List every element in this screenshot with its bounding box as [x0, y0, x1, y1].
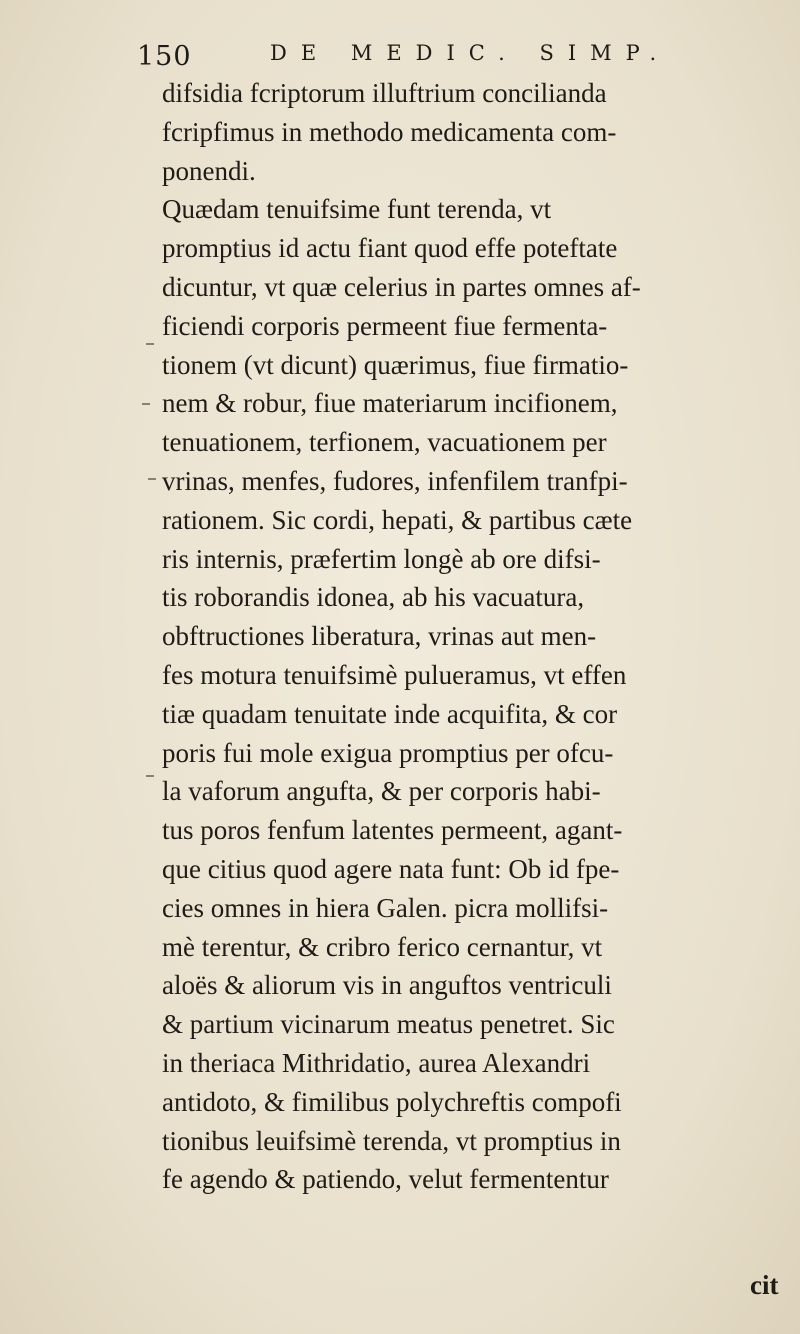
text-line-23: mè terentur, & cribro ferico cernantur, vt	[162, 931, 603, 962]
margin-mark	[146, 775, 154, 777]
text-line-3: ponendi.	[162, 155, 256, 186]
text-line-27: antidoto, & fimilibus polychreftis compofi	[162, 1086, 622, 1117]
text-line-7: ficiendi corporis permeent fiue fermenta-	[162, 310, 608, 341]
text-line-9: nem & robur, fiue materiarum incifionem,	[162, 388, 618, 419]
margin-mark	[148, 478, 156, 480]
text-line-1: difsidia fcriptorum illuftrium concilianda	[162, 78, 607, 108]
text-line-21: que citius quod agere nata funt: Ob id fpe-	[162, 853, 620, 884]
text-line-8: tionem (vt dicunt) quærimus, fiue firmatio-	[162, 349, 629, 380]
text-line-24: aloës & aliorum vis in anguftos ventriculi	[162, 970, 612, 1001]
running-head	[0, 0, 800, 80]
text-line-14: tis roborandis idonea, ab his vacuatura,	[162, 582, 585, 613]
text-line-10: tenuationem, terfionem, vacuationem per	[162, 427, 607, 458]
text-line-13: ris internis, præfertim longè ab ore difsi-	[162, 543, 601, 574]
text-line-6: dicuntur, vt quæ celerius in partes omnes af-	[162, 271, 641, 302]
page-number: 150	[137, 41, 192, 72]
text-line-5: promptius id actu fiant quod effe poteftate	[162, 233, 618, 264]
text-line-17: tiæ quadam tenuitate inde acquifita, & cor	[162, 698, 618, 729]
text-line-12: rationem. Sic cordi, hepati, & partibus cæte	[162, 504, 633, 535]
margin-mark	[142, 403, 150, 405]
catchword: cit	[750, 1270, 779, 1300]
text-line-16: fes motura tenuifsimè pulueramus, vt effen	[162, 659, 627, 690]
text-line-15: obftructiones liberatura, vrinas aut men-	[162, 621, 597, 652]
text-block	[162, 74, 762, 1199]
text-line-22: cies omnes in hiera Galen. picra mollifsi-	[162, 892, 609, 923]
text-line-20: tus poros fenfum latentes permeent, agant-	[162, 815, 623, 846]
text-line-28: tionibus leuifsimè terenda, vt promptius in	[162, 1125, 621, 1156]
text-line-25: & partium vicinarum meatus penetret. Sic	[162, 1009, 615, 1040]
text-line-29: fe agendo & patiendo, velut fermententur	[162, 1164, 609, 1195]
text-line-19: la vaforum angufta, & per corporis habi-	[162, 776, 601, 807]
text-line-18: poris fui mole exigua promptius per ofcu-	[162, 737, 614, 768]
text-line-11: vrinas, menfes, fudores, infenfilem tranfpi-	[162, 465, 628, 496]
margin-mark	[146, 343, 154, 345]
text-line-4: Quædam tenuifsime funt terenda, vt	[162, 194, 552, 225]
text-line-2: fcripfimus in methodo medicamenta com-	[162, 116, 617, 147]
running-title: DE MEDIC. SIMP.	[270, 41, 671, 65]
text-line-26: in theriaca Mithridatio, aurea Alexandri	[162, 1047, 591, 1078]
